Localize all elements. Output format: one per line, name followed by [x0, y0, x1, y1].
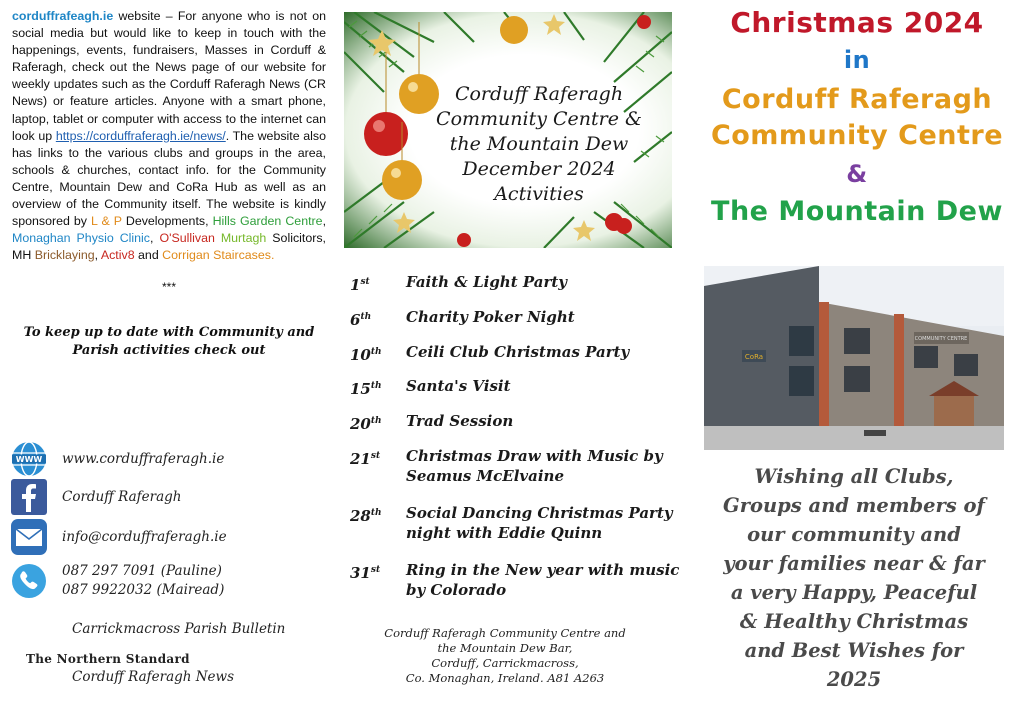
event-date	[350, 411, 406, 434]
event-title: Charity Poker Night	[406, 308, 575, 326]
event-item	[350, 376, 680, 399]
cr-news: Corduff Raferagh News	[72, 669, 235, 685]
intro-text-9: and	[134, 248, 163, 263]
event-day: 10	[350, 346, 371, 364]
wish-line: your families near & far	[723, 552, 985, 575]
northern-standard-logo: The Northern Standard	[26, 652, 190, 666]
event-day: 1	[350, 276, 361, 294]
left-column	[12, 0, 326, 360]
keep-up-heading: To keep up to date with Community and Parish activities check out	[23, 325, 315, 359]
venue-address	[350, 626, 660, 686]
intro-text-2: . The website also has links to the various clubs and groups in the area, schools & churches, contact info. for the Community Centre, Mountain Dew and CoRa Hub as well as an overview of the Community itself. The website is kindly sponsored by	[12, 128, 327, 229]
christmas-wishes	[704, 462, 1004, 694]
site-name: corduffrafeagh.ie	[12, 9, 114, 23]
banner-line-3: the Mountain Dew	[449, 133, 629, 155]
event-day-suffix: st	[370, 451, 381, 461]
event-day-suffix: th	[370, 381, 382, 391]
banner-text	[414, 82, 664, 207]
sponsor-bricklaying: Bricklaying	[34, 248, 95, 263]
event-title: Faith & Light Party	[406, 273, 568, 291]
sponsor-lp: L & P	[91, 214, 122, 229]
wish-line: Groups and members of	[723, 494, 985, 517]
event-item	[350, 446, 680, 486]
banner-line-5: Activities	[494, 183, 584, 205]
event-item	[350, 560, 680, 600]
wish-line: & Healthy Christmas	[739, 610, 969, 633]
sponsor-activ8: Activ8	[100, 248, 135, 263]
intro-text-8: ,	[94, 248, 101, 263]
intro-text-1: website – For anyone who is not on social media but would like to keep in touch with the happenings, events, fundraisers, Masses in Corduff & Raferagh, check out the News page of our website for weekly updates such as the Corduff Raferagh News (CR News) or feature articles. Anyone with a smart phone, laptop, tablet or computer with access to the internet can look up	[12, 9, 326, 143]
news-link[interactable]: https://corduffraferagh.ie/news/	[55, 128, 226, 143]
title-corduff-raferagh: Corduff Raferagh	[721, 84, 993, 115]
event-day: 28	[350, 507, 371, 525]
parish-bulletin: Carrickmacross Parish Bulletin	[72, 621, 286, 637]
sponsor-corrigan: Corrigan Staircases.	[162, 248, 275, 263]
event-date	[350, 376, 406, 399]
event-date	[350, 446, 406, 486]
title-in: in	[843, 46, 871, 74]
event-day: 6	[350, 311, 361, 329]
building-illustration	[704, 266, 1004, 450]
event-title: Ceili Club Christmas Party	[406, 343, 630, 361]
event-item	[350, 342, 680, 365]
svg-text:WWW: WWW	[15, 455, 43, 464]
event-day-suffix: th	[370, 416, 382, 426]
separator-stars: ***	[161, 280, 176, 295]
event-date	[350, 307, 406, 330]
intro-text-5: ,	[150, 231, 160, 246]
wish-line: our community and	[747, 523, 961, 546]
event-day-suffix: th	[360, 312, 372, 322]
wish-line: a very Happy, Peaceful	[730, 581, 978, 604]
event-item	[350, 307, 680, 330]
address-line-1: Corduff Raferagh Community Centre and	[384, 626, 626, 640]
event-title: Ring in the New year with music by Colorado	[406, 561, 680, 599]
event-day: 20	[350, 415, 371, 433]
email-envelope-icon	[10, 518, 48, 556]
title-ampersand: &	[846, 160, 868, 188]
event-date	[350, 560, 406, 600]
phone-pauline: 087 297 7091 (Pauline)	[62, 563, 222, 579]
sponsor-monaghan: Monaghan Physio Clinic	[12, 231, 151, 246]
event-day-suffix: st	[370, 565, 381, 575]
banner-line-1: Corduff Raferagh	[454, 83, 624, 105]
sponsor-murtagh: Murtagh	[220, 231, 267, 246]
photo-sign-community-centre: COMMUNITY CENTRE	[914, 336, 968, 342]
event-item	[350, 272, 680, 295]
sponsor-hills: Hills Garden Centre	[212, 214, 323, 229]
event-date	[350, 342, 406, 365]
website-intro-paragraph	[12, 8, 326, 264]
sponsor-osullivan: O'Sullivan	[159, 231, 215, 246]
event-date	[350, 272, 406, 295]
event-day-suffix: st	[360, 277, 370, 287]
wish-line: 2025	[826, 668, 882, 691]
title-mountain-dew: The Mountain Dew	[711, 196, 1003, 227]
contact-website[interactable]	[10, 440, 224, 478]
title-christmas-2024: Christmas 2024	[730, 6, 984, 39]
phone-mairead: 087 9922032 (Mairead)	[62, 582, 225, 598]
event-title: Trad Session	[406, 412, 514, 430]
phone-numbers	[62, 562, 224, 600]
event-item	[350, 411, 680, 434]
contact-email[interactable]	[10, 518, 227, 556]
address-line-2: the Mountain Dew Bar,	[437, 641, 573, 655]
address-line-4: Co. Monaghan, Ireland. A81 A263	[405, 671, 605, 685]
contact-facebook[interactable]	[10, 478, 181, 516]
address-line-3: Corduff, Carrickmacross,	[431, 656, 579, 670]
event-day-suffix: th	[370, 508, 382, 518]
website-text: www.corduffraferagh.ie	[62, 450, 225, 467]
email-text: info@corduffraferagh.ie	[62, 528, 227, 545]
facebook-text: Corduff Raferagh	[62, 488, 182, 505]
intro-text-7: Solicitors, MH	[12, 231, 326, 263]
intro-text-4: ,	[322, 214, 327, 229]
facebook-icon	[10, 478, 48, 516]
event-title: Christmas Draw with Music by Seamus McElvaine	[406, 447, 663, 485]
event-title: Social Dancing Christmas Party night with Eddie Quinn	[406, 504, 673, 542]
wish-line: Wishing all Clubs,	[754, 465, 954, 488]
christmas-banner	[344, 12, 672, 248]
www-globe-icon	[10, 440, 48, 478]
banner-line-4: December 2024	[462, 158, 616, 180]
phone-icon	[10, 562, 48, 600]
intro-text-3: Developments,	[121, 214, 213, 229]
event-day: 21	[350, 450, 371, 468]
event-item	[350, 503, 680, 543]
title-community-centre: Community Centre	[710, 120, 1004, 151]
event-day-suffix: th	[370, 347, 382, 357]
event-title: Santa's Visit	[406, 377, 511, 395]
community-centre-photo	[704, 266, 1004, 450]
event-day: 31	[350, 564, 371, 582]
banner-line-2: Community Centre &	[436, 108, 642, 130]
photo-sign-cora: CoRa	[744, 353, 764, 361]
event-day: 15	[350, 380, 371, 398]
contact-phone[interactable]	[10, 562, 224, 600]
event-date	[350, 503, 406, 543]
wish-line: and Best Wishes for	[744, 639, 964, 662]
